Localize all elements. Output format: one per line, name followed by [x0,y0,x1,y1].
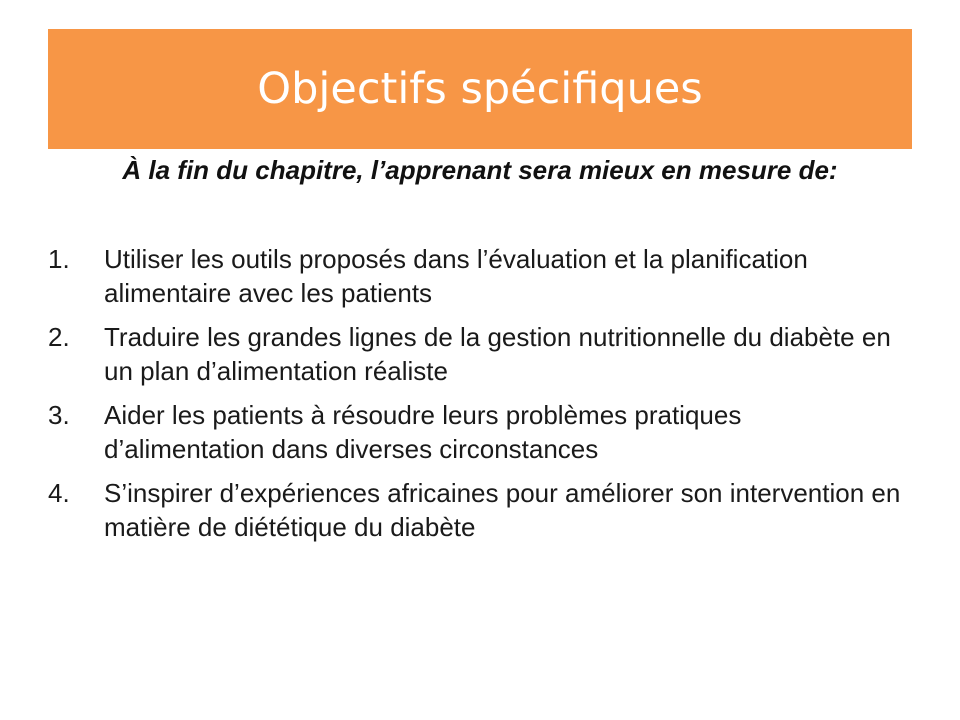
intro-text: À la fin du chapitre, l’apprenant sera mieux en mesure de: [122,155,838,185]
objective-item-3 [48,398,908,466]
objective-number: 3. [48,400,70,430]
objective-item-2 [48,320,908,388]
slide-title: Objectifs spécifiques [257,63,703,114]
objective-number: 1. [48,244,70,274]
objective-number: 4. [48,478,70,508]
objective-item-1 [48,242,908,310]
objective-text: Utiliser les outils proposés dans l’évaluation et la planification alimentaire avec les patients [104,244,808,308]
objective-item-4 [48,476,908,544]
title-banner [48,29,912,149]
objective-text: Traduire les grandes lignes de la gestion nutritionnelle du diabète en un plan d’alimentation réaliste [104,322,891,386]
objective-text: Aider les patients à résoudre leurs problèmes pratiques d’alimentation dans diverses circonstances [104,400,742,464]
objective-number: 2. [48,322,70,352]
objective-text: S’inspirer d’expériences africaines pour améliorer son intervention en matière de diététique du diabète [104,478,901,542]
objectives-list [48,242,908,554]
